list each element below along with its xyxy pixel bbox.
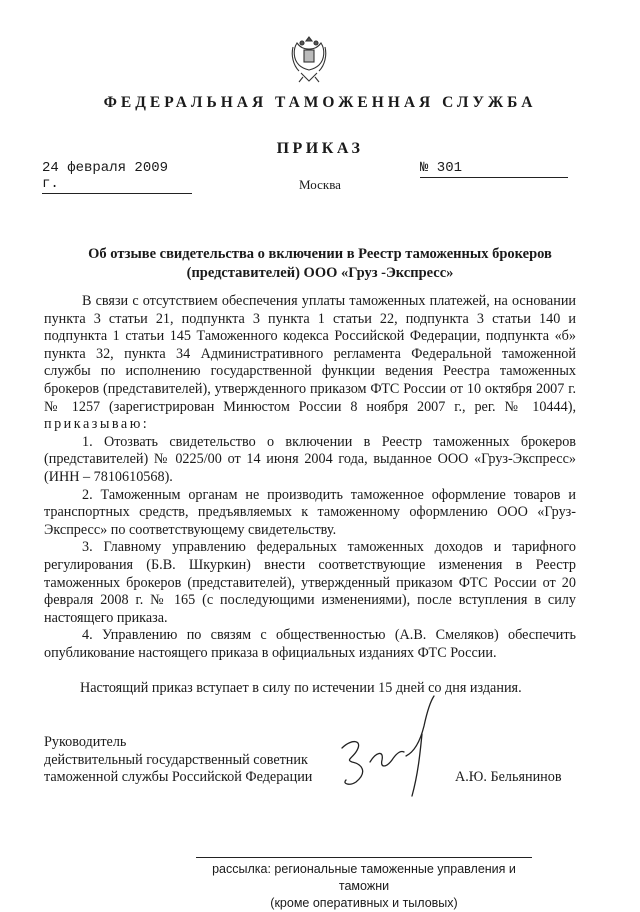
order-word: приказываю: [44, 416, 150, 433]
order-date: 24 февраля 2009 г. [42, 160, 192, 194]
order-item-4: 4. Управлению по связям с общественностью (А.В. Смеляков) обеспечить опубликование настоящего приказа в официальных изданиях ФТС России. [44, 627, 576, 661]
order-body [44, 293, 576, 662]
agency-name: ФЕДЕРАЛЬНАЯ ТАМОЖЕННАЯ СЛУЖБА [103, 94, 537, 111]
signatory-title-line: таможенной службы Российской Федерации [44, 769, 313, 785]
document-type: ПРИКАЗ [276, 140, 364, 157]
order-number: № 301 [420, 160, 568, 178]
preamble-paragraph [44, 293, 576, 434]
order-item-3: 3. Главному управлению федеральных таможенных доходов и тарифного регулирования (Б.В. Шкуркин) внести соответствующие изменения в Реестр таможенных брокеров (представителей), утвержденный приказом ФТС России от 20 февраля 2008 г. № 165 (с последующими изменениями), после вступления в силу настоящего приказа. [44, 539, 576, 626]
distribution-line: (кроме оперативных и тыловых) [270, 896, 458, 910]
effective-clause: Настоящий приказ вступает в силу по истечении 15 дней со дня издания. [80, 680, 522, 696]
distribution-line: рассылка: региональные таможенные управления и таможни [212, 862, 516, 893]
signatory-title-line: Руководитель [44, 734, 127, 750]
distribution-list [196, 861, 532, 912]
order-item-1: 1. Отозвать свидетельство о включении в Реестр таможенных брокеров (представителей) № 0225/00 от 14 июня 2004 года, выданное ООО «Груз-Экспресс» (ИНН – 7810610568). [44, 433, 576, 485]
order-city: Москва [299, 177, 341, 192]
divider [196, 857, 532, 858]
preamble-text: В связи с отсутствием обеспечения уплаты таможенных платежей, на основании пункта 3 статьи 21, подпункта 3 пункта 1 статьи 22, подпункта 3 статьи 140 и подпункта 1 статьи 145 Таможенного кодекса Российской Федерации, подпункта «б» пункта 32, пункта 34 Административного регламента Федеральной таможенной службы по исполнению государственной функции ведения Реестра таможенных брокеров (представителей), утвержденного приказом ФТС России от 10 октября 2007 г. № 1257 (зарегистрирован Минюстом России 8 ноября 2007 г., рег. № 10444), [44, 293, 576, 415]
signatory-name: А.Ю. Бельянинов [455, 769, 562, 785]
order-subject: Об отзыве свидетельства о включении в Реестр таможенных брокеров (представителей) ООО «Груз -Экспресс» [88, 246, 552, 281]
signatory-title-line: действительный государственный советник [44, 751, 308, 768]
signatory-title [44, 734, 344, 787]
order-item-2: 2. Таможенным органам не производить таможенное оформление товаров и транспортных средств, предъявляемых к таможенному оформлению ООО «Груз-Экспресс» по соответствующему свидетельству. [44, 486, 576, 538]
coat-of-arms-icon [289, 33, 329, 85]
